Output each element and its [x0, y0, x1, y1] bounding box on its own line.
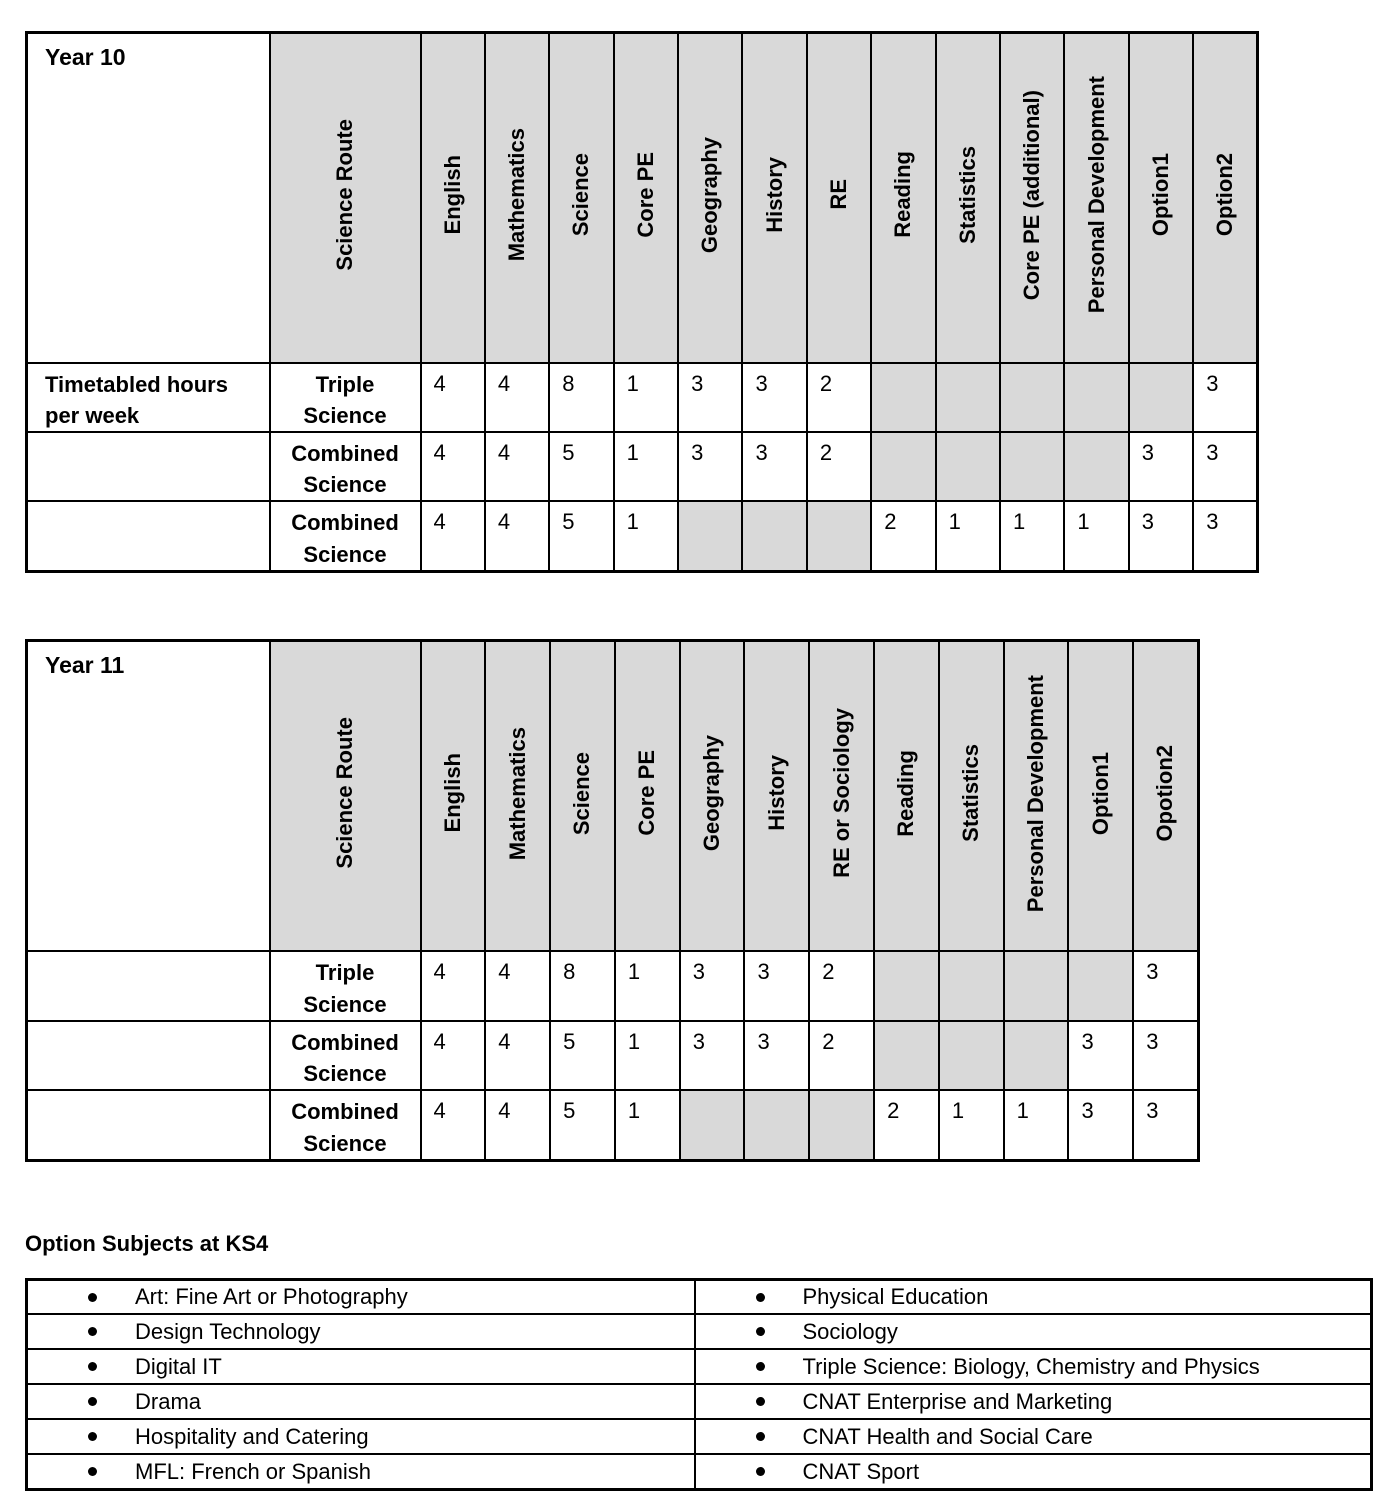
- hours-cell: 4: [485, 1021, 550, 1090]
- hours-cell-na: [939, 951, 1004, 1020]
- year10-title: Year 10: [27, 33, 270, 363]
- hours-cell: 5: [549, 432, 613, 501]
- hours-cell-na: [1064, 363, 1128, 432]
- hours-cell-na: [744, 1090, 809, 1160]
- hours-cell-na: [1068, 951, 1133, 1020]
- column-header-core-pe: Core PE: [615, 640, 680, 951]
- row-label-cell: Timetabled hours per week: [27, 363, 270, 432]
- hours-cell-na: [939, 1021, 1004, 1090]
- hours-cell-na: [874, 1021, 939, 1090]
- hours-cell: 1: [1064, 501, 1128, 571]
- bullet-icon: [756, 1362, 765, 1371]
- table-row: [27, 1021, 1199, 1090]
- hours-cell: 4: [485, 951, 550, 1020]
- hours-cell: 5: [550, 1090, 615, 1160]
- hours-cell: 1: [614, 363, 678, 432]
- row-label-cell: [27, 1021, 270, 1090]
- bullet-icon: [88, 1397, 97, 1406]
- hours-cell: 4: [421, 432, 485, 501]
- column-header-geography: Geography: [678, 33, 742, 363]
- row-label-cell: [27, 1090, 270, 1160]
- hours-cell: 1: [615, 1021, 680, 1090]
- column-header-re: RE: [807, 33, 871, 363]
- column-header-history: History: [744, 640, 809, 951]
- hours-cell-na: [678, 501, 742, 571]
- column-header-mathematics: Mathematics: [485, 33, 549, 363]
- hours-cell: 3: [1068, 1090, 1133, 1160]
- bullet-icon: [88, 1327, 97, 1336]
- column-header-science-route: Science Route: [270, 33, 421, 363]
- column-header-english: English: [421, 33, 485, 363]
- hours-cell-na: [1000, 432, 1064, 501]
- hours-cell-na: [936, 432, 1000, 501]
- column-header-option1: Option1: [1129, 33, 1193, 363]
- option-item: CNAT Health and Social Care: [695, 1419, 1372, 1454]
- year10-timetable: [25, 31, 1259, 573]
- option-item: Art: Fine Art or Photography: [27, 1279, 695, 1314]
- hours-cell: 5: [549, 501, 613, 571]
- hours-cell-na: [871, 432, 935, 501]
- hours-cell: 1: [614, 501, 678, 571]
- column-header-reading: Reading: [871, 33, 935, 363]
- hours-cell: 3: [1133, 951, 1198, 1020]
- hours-cell: 2: [809, 1021, 874, 1090]
- column-header-science-route: Science Route: [270, 640, 421, 951]
- hours-cell: 4: [485, 501, 549, 571]
- hours-cell: 1: [1000, 501, 1064, 571]
- table-row: [27, 1349, 1372, 1384]
- bullet-icon: [756, 1327, 765, 1336]
- bullet-icon: [88, 1362, 97, 1371]
- column-header-science: Science: [550, 640, 615, 951]
- hours-cell: 4: [421, 501, 485, 571]
- hours-cell: 3: [742, 363, 806, 432]
- option-item: CNAT Sport: [695, 1454, 1372, 1489]
- hours-cell-na: [680, 1090, 745, 1160]
- option-item: Sociology: [695, 1314, 1372, 1349]
- hours-cell: 1: [615, 951, 680, 1020]
- hours-cell: 2: [874, 1090, 939, 1160]
- column-header-personal-development: Personal Development: [1004, 640, 1069, 951]
- hours-cell-na: [1004, 1021, 1069, 1090]
- hours-cell: 3: [1133, 1021, 1198, 1090]
- hours-cell-na: [1000, 363, 1064, 432]
- hours-cell: 3: [678, 363, 742, 432]
- table-row: [27, 1314, 1372, 1349]
- column-header-core-pe-additional: Core PE (additional): [1000, 33, 1064, 363]
- hours-cell-na: [742, 501, 806, 571]
- hours-cell: 2: [809, 951, 874, 1020]
- bullet-icon: [756, 1397, 765, 1406]
- hours-cell-na: [807, 501, 871, 571]
- bullet-icon: [756, 1293, 765, 1302]
- hours-cell: 3: [1193, 501, 1257, 571]
- hours-cell: 1: [614, 432, 678, 501]
- hours-cell: 4: [485, 363, 549, 432]
- column-header-history: History: [742, 33, 806, 363]
- bullet-icon: [88, 1432, 97, 1441]
- hours-cell-na: [871, 363, 935, 432]
- hours-cell: 4: [485, 1090, 550, 1160]
- hours-cell: 3: [1193, 432, 1257, 501]
- hours-cell: 3: [1193, 363, 1257, 432]
- hours-cell: 3: [744, 1021, 809, 1090]
- column-header-reading: Reading: [874, 640, 939, 951]
- column-header-re-or-sociology: RE or Sociology: [809, 640, 874, 951]
- route-cell: Triple Science: [270, 951, 421, 1020]
- route-cell: Combined Science: [270, 501, 421, 571]
- option-item: MFL: French or Spanish: [27, 1454, 695, 1489]
- column-header-mathematics: Mathematics: [485, 640, 550, 951]
- hours-cell-na: [1129, 363, 1193, 432]
- year11-timetable: [25, 639, 1200, 1162]
- table-row: [27, 1090, 1199, 1160]
- hours-cell: 3: [1129, 432, 1193, 501]
- year11-title: Year 11: [27, 640, 270, 951]
- table-row: [27, 1279, 1372, 1314]
- option-item: Drama: [27, 1384, 695, 1419]
- hours-cell: 2: [807, 363, 871, 432]
- hours-cell: 1: [615, 1090, 680, 1160]
- hours-cell: 3: [680, 1021, 745, 1090]
- column-header-option2: Option2: [1193, 33, 1257, 363]
- bullet-icon: [88, 1293, 97, 1302]
- route-cell: Combined Science: [270, 1090, 421, 1160]
- options-heading: Option Subjects at KS4: [25, 1230, 269, 1256]
- hours-cell: 5: [550, 1021, 615, 1090]
- bullet-icon: [756, 1432, 765, 1441]
- table-row: [27, 432, 1258, 501]
- bullet-icon: [88, 1467, 97, 1476]
- option-item: Digital IT: [27, 1349, 695, 1384]
- table-row: [27, 1419, 1372, 1454]
- option-item: Triple Science: Biology, Chemistry and Physics: [695, 1349, 1372, 1384]
- hours-cell: 2: [807, 432, 871, 501]
- column-header-statistics: Statistics: [939, 640, 1004, 951]
- hours-cell: 4: [421, 363, 485, 432]
- hours-cell: 3: [744, 951, 809, 1020]
- hours-cell: 1: [936, 501, 1000, 571]
- hours-cell: 3: [678, 432, 742, 501]
- route-cell: Triple Science: [270, 363, 421, 432]
- hours-cell-na: [1064, 432, 1128, 501]
- option-item: Design Technology: [27, 1314, 695, 1349]
- column-header-option1: Option1: [1068, 640, 1133, 951]
- route-cell: Combined Science: [270, 432, 421, 501]
- hours-cell: 8: [550, 951, 615, 1020]
- hours-cell: 1: [939, 1090, 1004, 1160]
- column-header-science: Science: [549, 33, 613, 363]
- hours-cell: 4: [421, 1021, 486, 1090]
- column-header-personal-development: Personal Development: [1064, 33, 1128, 363]
- table-row: [27, 1384, 1372, 1419]
- column-header-statistics: Statistics: [936, 33, 1000, 363]
- hours-cell: 1: [1004, 1090, 1069, 1160]
- option-item: Physical Education: [695, 1279, 1372, 1314]
- row-label-cell: [27, 951, 270, 1020]
- hours-cell-na: [936, 363, 1000, 432]
- option-item: Hospitality and Catering: [27, 1419, 695, 1454]
- column-header-core-pe: Core PE: [614, 33, 678, 363]
- row-label-cell: [27, 501, 270, 571]
- route-cell: Combined Science: [270, 1021, 421, 1090]
- hours-cell: 3: [1133, 1090, 1198, 1160]
- hours-cell-na: [874, 951, 939, 1020]
- column-header-option2: Opotion2: [1133, 640, 1198, 951]
- hours-cell: 4: [421, 1090, 486, 1160]
- option-item: CNAT Enterprise and Marketing: [695, 1384, 1372, 1419]
- table-row: [27, 501, 1258, 571]
- table-row: [27, 1454, 1372, 1489]
- option-subjects-table: [25, 1278, 1373, 1491]
- hours-cell: 3: [680, 951, 745, 1020]
- hours-cell: 4: [421, 951, 486, 1020]
- hours-cell: 3: [1068, 1021, 1133, 1090]
- hours-cell-na: [809, 1090, 874, 1160]
- bullet-icon: [756, 1467, 765, 1476]
- column-header-geography: Geography: [680, 640, 745, 951]
- table-row: [27, 951, 1199, 1020]
- hours-cell-na: [1004, 951, 1069, 1020]
- hours-cell: 2: [871, 501, 935, 571]
- hours-cell: 8: [549, 363, 613, 432]
- hours-cell: 3: [1129, 501, 1193, 571]
- table-row: [27, 363, 1258, 432]
- hours-cell: 3: [742, 432, 806, 501]
- row-label-cell: [27, 432, 270, 501]
- hours-cell: 4: [485, 432, 549, 501]
- column-header-english: English: [421, 640, 486, 951]
